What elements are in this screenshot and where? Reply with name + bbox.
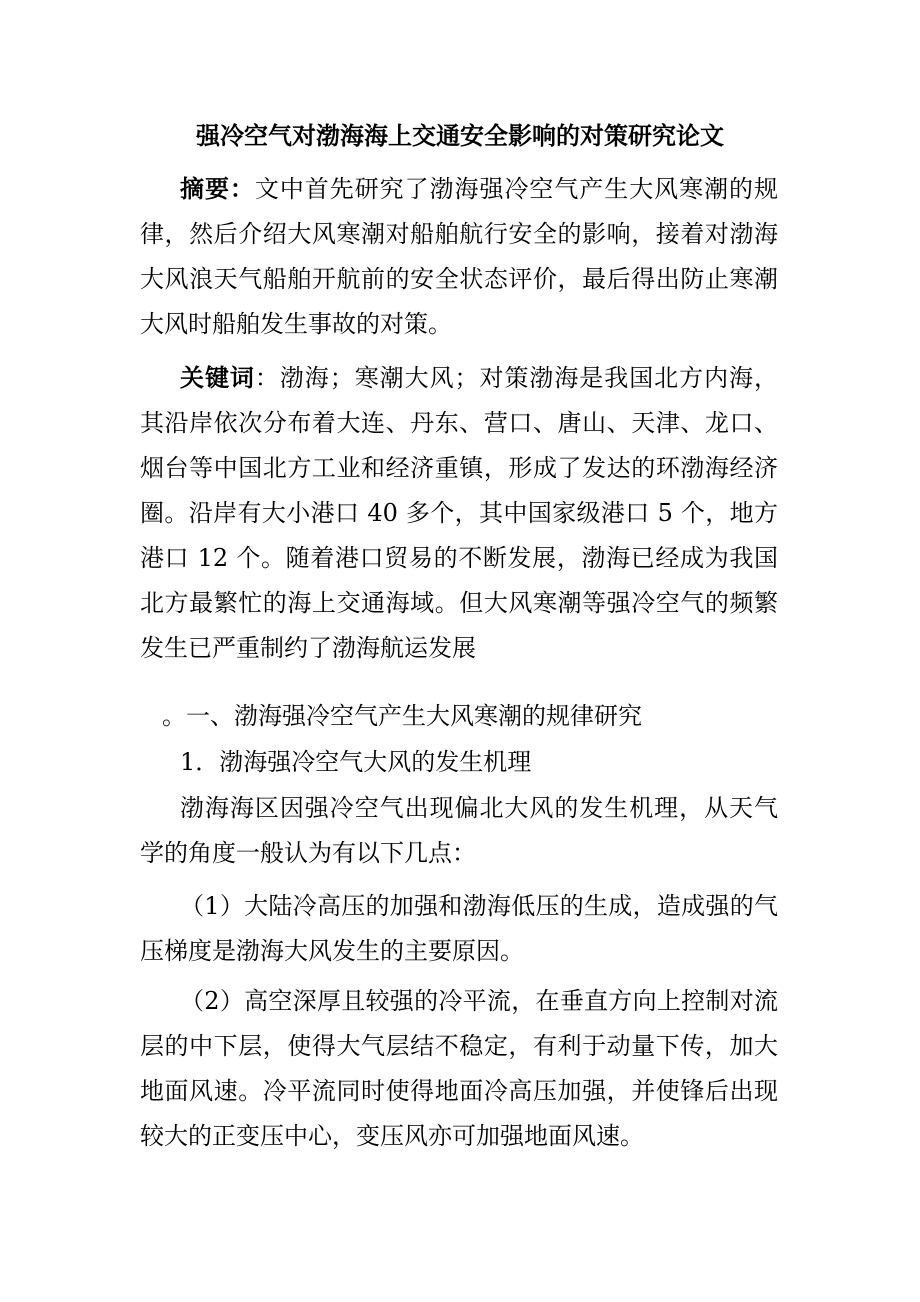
keywords-text: ：渤海；寒潮大风；对策渤海是我国北方内海，其沿岸依次分布着大连、丹东、营口、唐山、天津、龙口、烟台等中国北方工业和经济重镇，形成了发达的环渤海经济圈。沿岸有大小港口 40 多个，其中国家级港口 5 个，地方港口 12 个。随着港口贸易的不断发展，渤海已经成为我国北方最繁忙的海上交通海域。但大风寒潮等强冷空气的频繁发生已严重制约了渤海航运发展	[140, 364, 779, 662]
mechanism-intro-paragraph: 渤海海区因强冷空气出现偏北大风的发生机理，从天气学的角度一般认为有以下几点：	[140, 794, 778, 867]
document-title: 强冷空气对渤海海上交通安全影响的对策研究论文	[196, 121, 724, 150]
subsection-1-heading: 1．渤海强冷空气大风的发生机理	[180, 748, 532, 776]
abstract-label: 摘要：	[180, 174, 255, 203]
section-1-heading: 。一、渤海强冷空气产生大风寒潮的规律研究	[162, 702, 642, 730]
keywords-label: 关键词	[180, 363, 255, 392]
abstract-paragraph	[140, 166, 778, 347]
keywords-paragraph	[140, 355, 778, 671]
list-item-1: （1）大陆冷高压的加强和渤海低压的生成，造成强的气压梯度是渤海大风发生的主要原因。	[140, 892, 778, 965]
list-item-2: （2）高空深厚且较强的冷平流，在垂直方向上控制对流层的中下层，使得大气层结不稳定，有利于动量下传，加大地面风速。冷平流同时使得地面冷高压加强，并使锋后出现较大的正变压中心，变压风亦可加强地面风速。	[140, 987, 778, 1150]
abstract-text: 文中首先研究了渤海强冷空气产生大风寒潮的规律，然后介绍大风寒潮对船舶航行安全的影响，接着对渤海大风浪天气船舶开航前的安全状态评价，最后得出防止寒潮大风时船舶发生事故的对策。	[140, 175, 779, 338]
